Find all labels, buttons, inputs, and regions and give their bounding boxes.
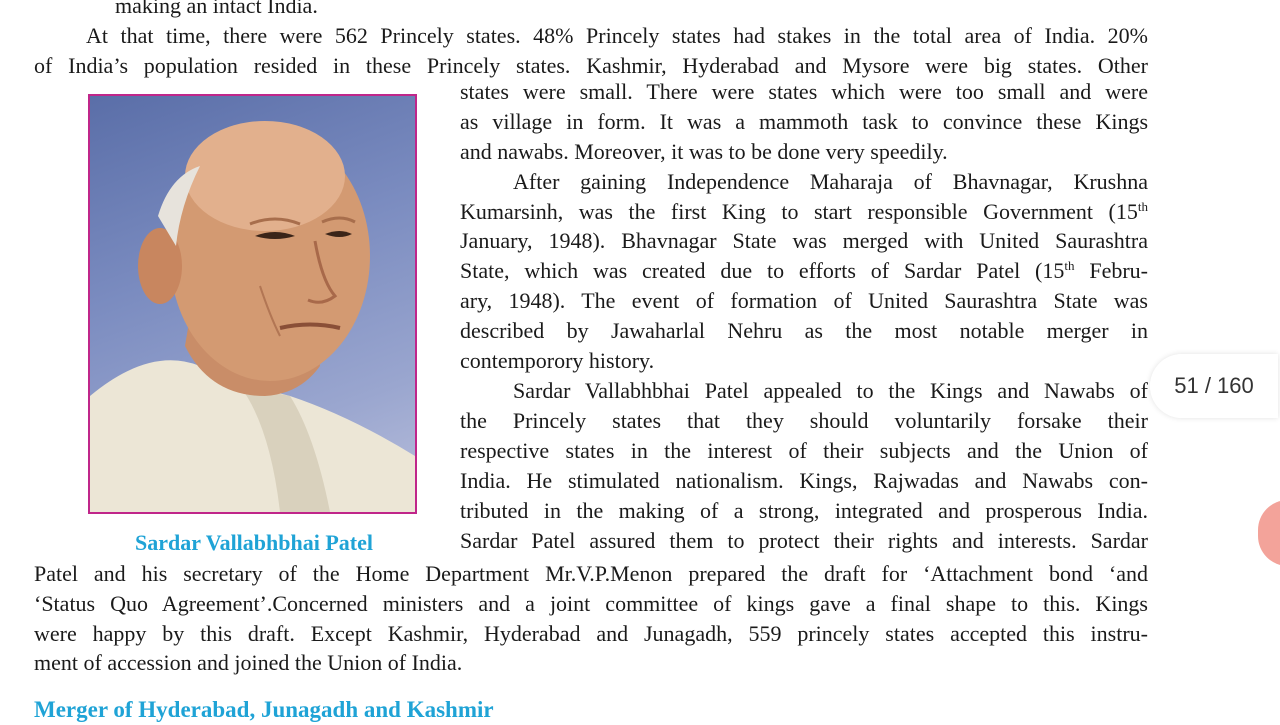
paragraph-line: as village in form. It was a mammoth task to convince these Kings — [460, 109, 1148, 134]
scroll-handle[interactable] — [1258, 500, 1280, 566]
paragraph-line: Sardar Vallabhbhai Patel appealed to the Kings and Nawabs of — [513, 378, 1148, 403]
paragraph-line: were happy by this draft. Except Kashmir, Hyderabad and Junagadh, 559 princely states accepted this instru- — [34, 621, 1148, 646]
paragraph-line: ment of accession and joined the Union of India. — [34, 650, 463, 675]
paragraph-line: After gaining Independence Maharaja of Bhavnagar, Krushna — [513, 169, 1148, 194]
page-counter-badge: 51 / 160 — [1150, 354, 1278, 418]
paragraph-line: At that time, there were 562 Princely states. 48% Princely states had stakes in the total area of India. 20% — [86, 23, 1148, 48]
cut-off-text-line: making an intact India. — [115, 0, 318, 18]
paragraph-line: described by Jawaharlal Nehru as the most notable merger in — [460, 318, 1148, 343]
section-heading: Merger of Hyderabad, Junagadh and Kashmir — [34, 697, 494, 722]
paragraph-line: State, which was created due to efforts of Sardar Patel (15th Febru- — [460, 258, 1148, 283]
paragraph-line: Patel and his secretary of the Home Department Mr.V.P.Menon prepared the draft for ‘Attachment bond ‘and — [34, 561, 1148, 586]
portrait-illustration — [90, 96, 415, 512]
image-caption: Sardar Vallabhbhai Patel — [135, 530, 373, 555]
paragraph-line: states were small. There were states which were too small and were — [460, 79, 1148, 104]
paragraph-line: India. He stimulated nationalism. Kings, Rajwadas and Nawabs con- — [460, 468, 1148, 493]
paragraph-line: ‘Status Quo Agreement’.Concerned ministers and a joint committee of kings gave a final shape to this. Kings — [34, 591, 1148, 616]
paragraph-line: contemporory history. — [460, 348, 655, 373]
paragraph-line: tributed in the making of a strong, integrated and prosperous India. — [460, 498, 1148, 523]
paragraph-line: Kumarsinh, was the first King to start responsible Government (15th — [460, 199, 1148, 224]
superscript: th — [1137, 199, 1148, 214]
superscript: th — [1064, 258, 1075, 273]
paragraph-line: January, 1948). Bhavnagar State was merged with United Saurashtra — [460, 228, 1148, 253]
paragraph-line: respective states in the interest of their subjects and the Union of — [460, 438, 1148, 463]
paragraph-line: Sardar Patel assured them to protect their rights and interests. Sardar — [460, 528, 1148, 553]
portrait-image — [88, 94, 417, 514]
paragraph-line: ary, 1948). The event of formation of United Saurashtra State was — [460, 288, 1148, 313]
paragraph-line: of India’s population resided in these Princely states. Kashmir, Hyderabad and Mysore were big states. Other — [34, 53, 1148, 78]
paragraph-line: the Princely states that they should voluntarily forsake their — [460, 408, 1148, 433]
paragraph-line: and nawabs. Moreover, it was to be done very speedily. — [460, 139, 948, 164]
